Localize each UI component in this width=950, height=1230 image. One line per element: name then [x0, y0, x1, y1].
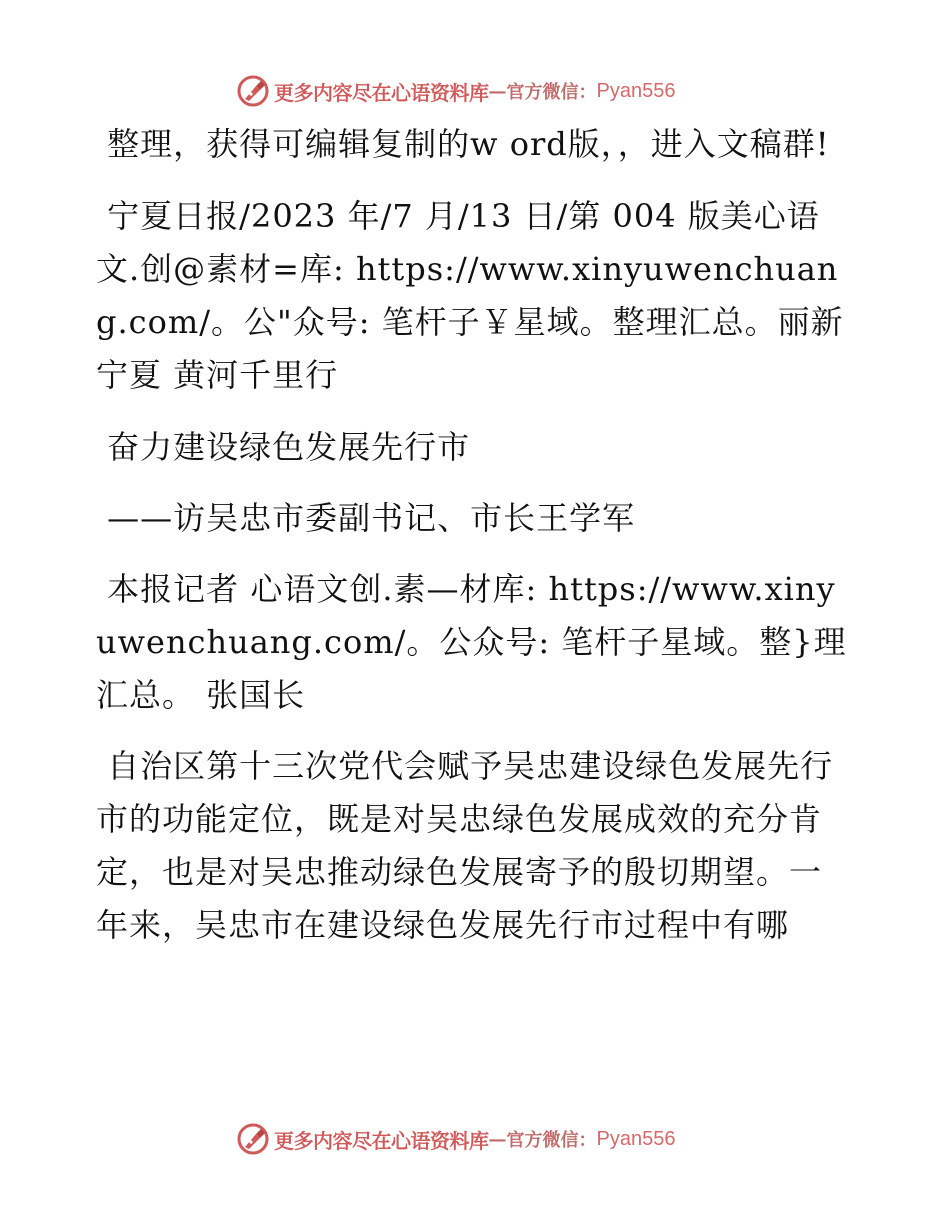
pen-nib-logo-icon [236, 74, 270, 108]
article-title: 奋力建设绿色发展先行市 [96, 428, 471, 466]
banner-text: 更多内容尽在心语资料库 [274, 1128, 489, 1153]
paragraph-byline: 本报记者 心语文创.素—材库: https://www.xinyuwenchuang.com/。公众号: 笔杆子星域。整}理汇总。 张国长 [96, 570, 847, 714]
footer-watermark-banner [236, 1122, 675, 1156]
document-body [96, 118, 850, 969]
header-watermark-banner [236, 74, 675, 108]
article-subtitle: ——访吴忠市委副书记、市长王学军 [96, 499, 636, 537]
banner-wechat-label: 官方微信： [506, 1130, 597, 1151]
banner-dash: — [488, 80, 507, 102]
banner-wechat-label: 官方微信： [506, 82, 597, 103]
paragraph-intro: 整理，获得可编辑复制的w ord版，，进入文稿群! [96, 125, 830, 163]
paragraph-source: 宁夏日报/2023 年/7 月/13 日/第 004 版美心语文.创@素材=库: https://www.xinyuwenchuang.com/。公"众号: 笔杆子￥星域。整理汇总。丽新宁夏 黄河千里行 [96, 197, 844, 394]
banner-text: 更多内容尽在心语资料库 [274, 80, 489, 105]
banner-dash: — [488, 1128, 507, 1150]
banner-wechat-id: Pyan556 [596, 79, 676, 102]
banner-wechat-id: Pyan556 [596, 1127, 676, 1150]
pen-nib-logo-icon [236, 1122, 270, 1156]
paragraph-body: 自治区第十三次党代会赋予吴忠建设绿色发展先行市的功能定位，既是对吴忠绿色发展成效的充分肯定，也是对吴忠推动绿色发展寄予的殷切期望。一年来，吴忠市在建设绿色发展先行市过程中有哪 [96, 747, 834, 944]
